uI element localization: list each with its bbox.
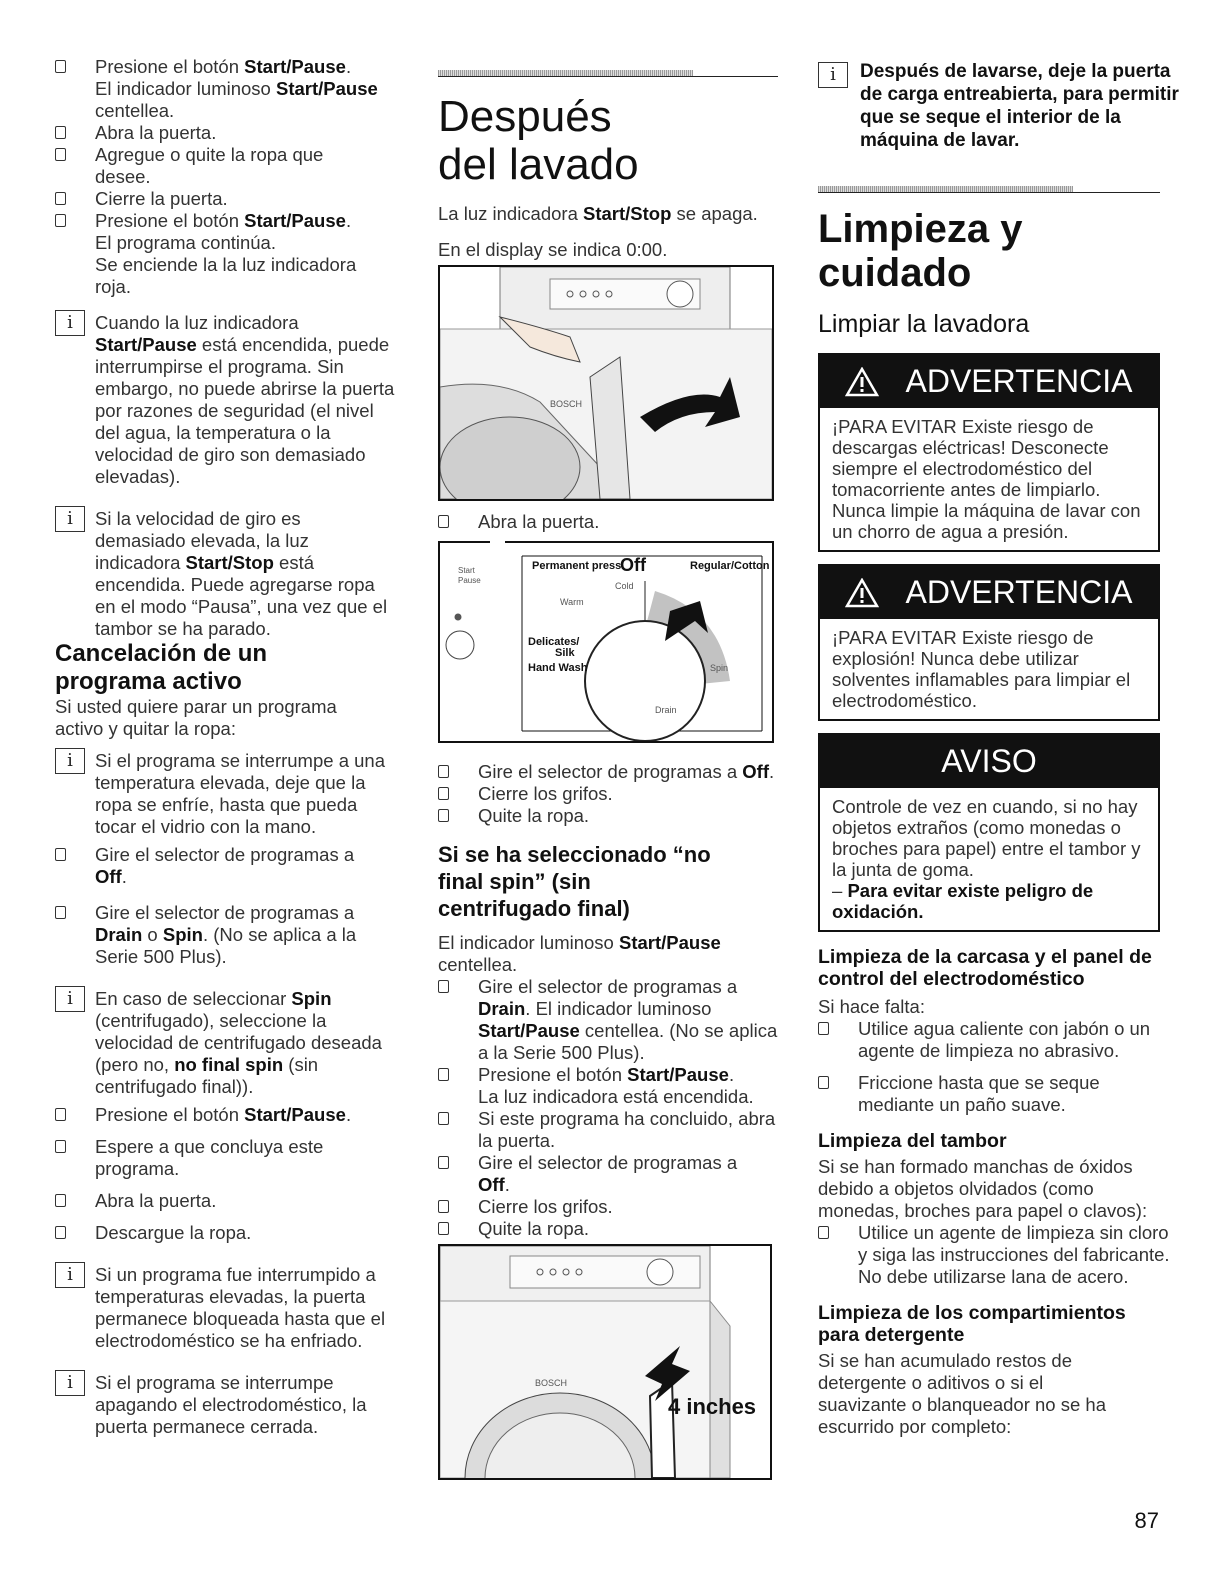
section-rule <box>818 186 1160 193</box>
section-heading: Cancelación de un programa activo <box>55 640 268 695</box>
door-ajar-drawing <box>440 1246 770 1478</box>
info-note: i En caso de seleccionar Spin (centrifugado), seleccione la velocidad de centrifugado deseada (pero no, no final spin (sin centrifugado final)). <box>55 988 395 1098</box>
list-item: Cierre la puerta. <box>55 188 400 210</box>
section-heading: Limpiar la lavadora <box>818 310 1030 338</box>
warm-label: Warm <box>560 597 584 607</box>
warning-triangle-icon <box>845 367 879 397</box>
cold-label: Cold <box>615 581 634 591</box>
info-icon: i <box>55 1262 85 1288</box>
checkbox-icon <box>438 1200 449 1213</box>
info-icon: i <box>818 62 848 88</box>
checkbox-icon <box>818 1226 829 1239</box>
list-item: Gire el selector de programas a Drain o Spin. (No se aplica a la Serie 500 Plus). <box>55 902 395 968</box>
list-item: Gire el selector de programas a Off. <box>438 761 778 783</box>
warning-body: ¡PARA EVITAR Existe riesgo de descargas eléctricas! Desconecte siempre el electrodoméstico del tomacorriente antes de limpiarlo. Nunca limpie la máquina de lavar con un chorro de agua a presión. <box>832 416 1141 542</box>
list-item: Presione el botón Start/Pause. La luz indicadora está encendida. <box>438 1064 778 1108</box>
checkbox-icon <box>438 980 449 993</box>
section-heading: Limpieza de los compartimientos para detergente <box>818 1302 1126 1346</box>
info-icon: i <box>55 1370 85 1396</box>
checkbox-icon <box>55 1108 66 1121</box>
warning-triangle-icon <box>845 578 879 608</box>
paragraph: Si se han acumulado restos de detergente o aditivos o si el suavizante o blanqueador no se ha escurrido por completo: <box>818 1350 1106 1437</box>
drain-label: Drain <box>655 705 677 715</box>
list-item: Presione el botón Start/Pause. <box>55 1104 400 1126</box>
column-middle <box>438 70 778 1480</box>
off-label: Off <box>620 555 646 575</box>
checkbox-icon <box>55 192 66 205</box>
paragraph: En el display se indica 0:00. <box>438 239 668 260</box>
checkbox-icon <box>438 787 449 800</box>
list-item: Agregue o quite la ropa que desee. <box>55 144 345 188</box>
list-item: Descargue la ropa. <box>55 1222 400 1244</box>
info-icon: i <box>55 748 85 774</box>
info-note: i Cuando la luz indicadora Start/Pause está encendida, puede interrumpirse el programa. Sin embargo, no puede abrirse la puerta por razones de seguridad (el nivel del agua, la temperatura o la velocidad de giro son demasiado elevadas). <box>55 312 395 488</box>
section-heading: Limpieza de la carcasa y el panel de control del electrodoméstico <box>818 946 1152 990</box>
checkbox-icon <box>438 1112 449 1125</box>
checkbox-icon <box>55 148 66 161</box>
regular-cotton-label: Regular/Cotton <box>690 560 770 572</box>
warning-header: ADVERTENCIA <box>820 566 1158 619</box>
info-note: i Después de lavarse, deje la puerta de carga entreabierta, para permitir que se seque el interior de la máquina de lavar. <box>818 60 1188 152</box>
paragraph: Si hace falta: <box>818 996 925 1017</box>
checkbox-icon <box>55 60 66 73</box>
paragraph: El indicador luminoso Start/Pause centellea. <box>438 932 721 975</box>
notice-header: AVISO <box>820 735 1158 788</box>
info-note: i Si un programa fue interrumpido a temperaturas elevadas, la puerta permanece bloqueada hasta que el electrodoméstico se ha enfriado. <box>55 1264 395 1352</box>
info-note: i Si el programa se interrumpe a una temperatura elevada, deje que la ropa se enfríe, hasta que pueda tocar el vidrio con la mano. <box>55 750 395 838</box>
checkbox-icon <box>438 1156 449 1169</box>
list-item: Si este programa ha concluido, abra la puerta. <box>438 1108 778 1152</box>
checkbox-icon <box>438 809 449 822</box>
checkbox-icon <box>55 1140 66 1153</box>
list-item: Abra la puerta. <box>55 122 400 144</box>
distance-label: 4 inches <box>668 1394 757 1419</box>
list-item: Friccione hasta que se seque mediante un paño suave. <box>818 1072 1158 1116</box>
checkbox-icon <box>55 1226 66 1239</box>
list-item: Presione el botón Start/Pause. El indicador luminoso Start/Pause centellea. <box>55 56 400 122</box>
info-note: i Si la velocidad de giro es demasiado elevada, la luz indicadora Start/Stop está encendida. Puede agregarse ropa en el modo “Pausa”, una vez que el tambor se ha parado. <box>55 508 395 640</box>
delicates-label: Delicates/ <box>528 636 580 648</box>
washer-door-illustration <box>438 265 774 501</box>
info-icon: i <box>55 986 85 1012</box>
checkbox-icon <box>55 1194 66 1207</box>
pause-label: Pause <box>458 576 481 585</box>
list-item: Quite la ropa. <box>438 805 778 827</box>
paragraph: Si usted quiere parar un programa activo y quitar la ropa: <box>55 696 337 739</box>
notice-box <box>818 733 1160 932</box>
checkbox-icon <box>438 765 449 778</box>
checkbox-icon <box>438 1222 449 1235</box>
spin-label: Spin <box>710 663 729 673</box>
section-heading: Limpieza del tambor <box>818 1130 1007 1152</box>
warning-box <box>818 353 1160 552</box>
list-item: Espere a que concluya este programa. <box>55 1136 355 1180</box>
section-rule <box>438 70 778 77</box>
info-icon: i <box>55 310 85 336</box>
page-title: Después del lavado <box>438 92 639 189</box>
checkbox-icon <box>55 906 66 919</box>
column-left <box>55 56 400 1438</box>
list-item: Cierre los grifos. <box>438 1196 778 1218</box>
paragraph: La luz indicadora Start/Stop se apaga. <box>438 203 758 224</box>
column-right <box>818 60 1179 1438</box>
info-icon: i <box>55 506 85 532</box>
list-item: Abra la puerta. <box>438 511 778 533</box>
notice-body: Controle de vez en cuando, si no hay objetos extraños (como monedas o broches para papel) entre el tambor y la junta de goma. – Para evitar existe peligro de oxidación. <box>832 796 1141 922</box>
program-dial-drawing <box>440 541 772 741</box>
brand-label: BOSCH <box>535 1378 568 1388</box>
section-heading: Si se ha seleccionado “no final spin” (sin centrifugado final) <box>438 842 711 921</box>
checkbox-icon <box>818 1022 829 1035</box>
warning-header: ADVERTENCIA <box>820 355 1158 408</box>
washer-door-drawing <box>440 267 772 499</box>
list-item: Utilice un agente de limpieza sin cloro y siga las instrucciones del fabricante. No debe utilizarse lana de acero. <box>818 1222 1178 1288</box>
list-item: Quite la ropa. <box>438 1218 778 1240</box>
checkbox-icon <box>55 848 66 861</box>
paragraph: Si se han formado manchas de óxidos debido a objetos olvidados (como monedas, broches para papel o clavos): <box>818 1156 1148 1221</box>
hand-wash-label: Hand Wash <box>528 662 588 674</box>
list-item: Abra la puerta. <box>55 1190 400 1212</box>
checkbox-icon <box>55 126 66 139</box>
list-item: Gire el selector de programas a Drain. El indicador luminoso Start/Pause centellea. (No se aplica a la Serie 500 Plus). <box>438 976 778 1064</box>
checkbox-icon <box>438 515 449 528</box>
list-item: Cierre los grifos. <box>438 783 778 805</box>
checkbox-icon <box>818 1076 829 1089</box>
checkbox-icon <box>55 214 66 227</box>
checkbox-icon <box>438 1068 449 1081</box>
list-item: Gire el selector de programas a Off. <box>438 1152 738 1196</box>
list-item: Utilice agua caliente con jabón o un agente de limpieza no abrasivo. <box>818 1018 1160 1062</box>
permanent-press-label: Permanent press <box>532 560 622 572</box>
list-item: Presione el botón Start/Pause. El programa continúa. Se enciende la la luz indicadora roja. <box>55 210 375 298</box>
info-note: i Si el programa se interrumpe apagando el electrodoméstico, la puerta permanece cerrada. <box>55 1372 395 1438</box>
warning-body: ¡PARA EVITAR Existe riesgo de explosión! Nunca debe utilizar solventes inflamables para limpiar el electrodoméstico. <box>832 627 1131 711</box>
brand-label: BOSCH <box>550 399 583 409</box>
list-item: Gire el selector de programas a Off. <box>55 844 365 888</box>
program-selector-illustration <box>438 541 774 743</box>
start-label: Start <box>458 566 475 575</box>
door-ajar-illustration <box>438 1244 772 1480</box>
page-number: 87 <box>1134 1508 1159 1533</box>
page-title: Limpieza y cuidado <box>818 207 1023 295</box>
warning-box <box>818 564 1160 721</box>
silk-label: Silk <box>555 647 575 659</box>
